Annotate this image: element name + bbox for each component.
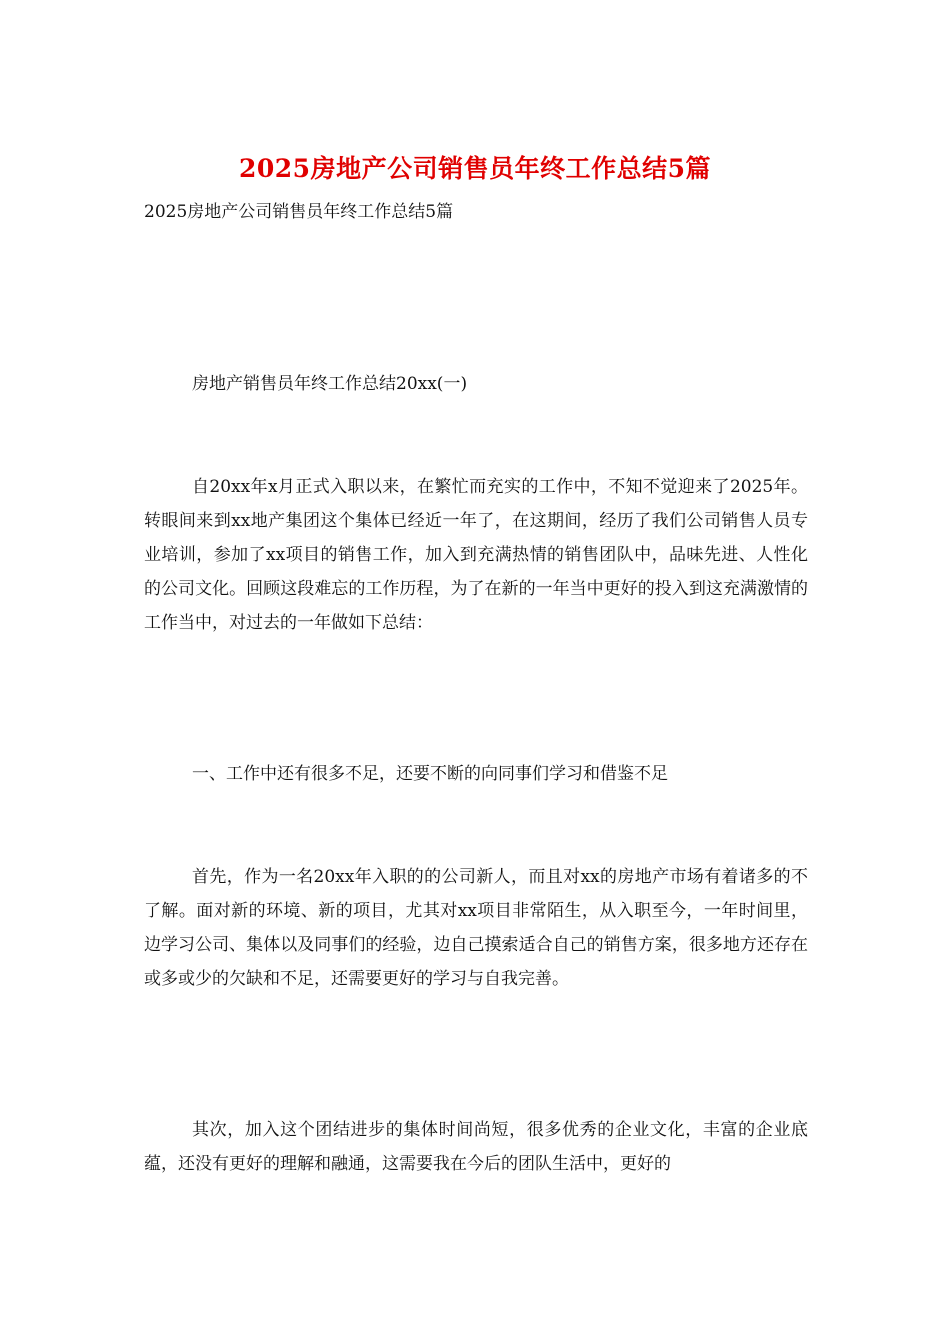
section-title: 房地产销售员年终工作总结20xx(一) [192,374,468,394]
first-paragraph: 首先，作为一名20xx年入职的的公司新人，而且对xx的房地产市场有着诸多的不了解。面对新的环境、新的项目，尤其对xx项目非常陌生，从入职至今，一年时间里，边学习公司、集体以及同事们的经验，边自己摸索适合自己的销售方案，很多地方还存在或多或少的欠缺和不足，还需要更好的学习与自我完善。 [144,867,808,989]
intro-paragraph: 自20xx年x月正式入职以来，在繁忙而充实的工作中，不知不觉迎来了2025年。转眼间来到xx地产集团这个集体已经近一年了，在这期间，经历了我们公司销售人员专业培训，参加了xx项目的销售工作，加入到充满热情的销售团队中，品味先进、人性化的公司文化。回顾这段难忘的工作历程，为了在新的一年当中更好的投入到这充满激情的工作当中，对过去的一年做如下总结： [144,477,808,633]
document-title: 2025房地产公司销售员年终工作总结5篇 [239,154,711,183]
document-subtitle: 2025房地产公司销售员年终工作总结5篇 [144,202,454,222]
second-paragraph: 其次，加入这个团结进步的集体时间尚短，很多优秀的企业文化，丰富的企业底蕴，还没有更好的理解和融通，这需要我在今后的团队生活中，更好的 [144,1120,808,1174]
heading-one: 一、工作中还有很多不足，还要不断的向同事们学习和借鉴不足 [192,764,668,784]
